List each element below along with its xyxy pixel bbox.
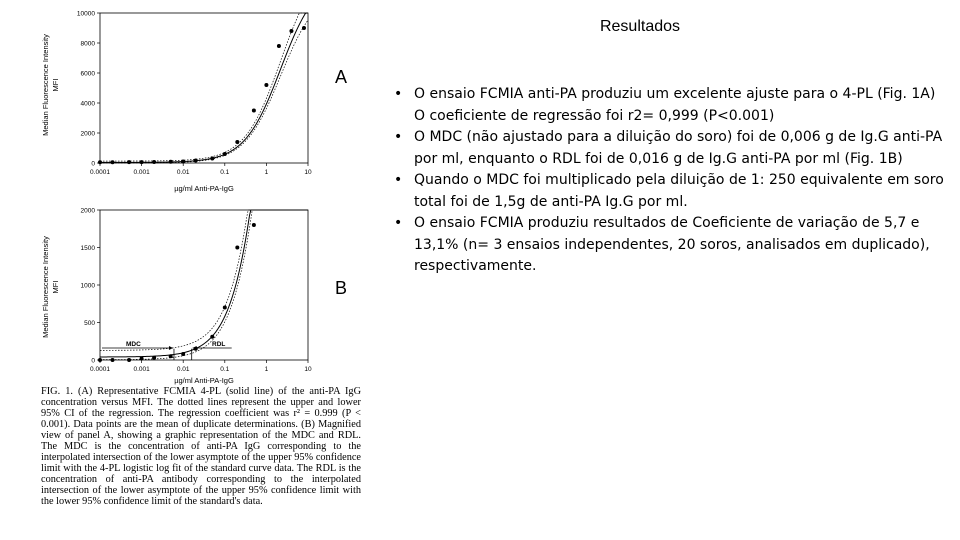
panel-a-y-tick-label: 10000 <box>76 10 95 18</box>
panel-a-data-point <box>111 160 115 164</box>
panel-a-data-point <box>98 160 102 164</box>
panel-a-y-tick-label: 0 <box>91 160 95 168</box>
panel-b-ylabel-line1: Median Fluorescence Intensity <box>41 236 50 338</box>
panel-a-lower-ci-line <box>100 20 308 163</box>
panel-b-x-tick-label: 0.1 <box>220 366 230 373</box>
panel-b-mdc-arrowhead <box>169 346 173 350</box>
panel-a-data-point <box>152 160 156 164</box>
figure-caption: FIG. 1. (A) Representative FCMIA 4-PL (solid line) of the anti-PA IgG concentration versus MFI. The dotted lines represent the upper and lower 95% CI of the regression. The regression coefficient was r² = 0.999 (P < 0.001). Data points are the mean of duplicate determinations. (B) Magnified view of panel A, showing a graphic representation of the MDC and RDL. The MDC is the concentration of anti-PA IgG corresponding to the interpolated intersection of the lower asymptote of the upper 95% confidence limit with the 4-PL logistic log fit of the standard curve data. The RDL is the concentration of anti-PA antibody corresponding to the interpolated intersection of the lower asymptote of the upper 95% confidence limit with the lower 95% confidence limit of the standard's data. <box>41 386 361 507</box>
bullet-text: O ensaio FCMIA produziu resultados de Coeficiente de variação de 5,7 e 13,1% (n= 3 ensaios independentes, 20 soros, analisados em duplicado), respectivamente. <box>414 215 930 274</box>
panel-a-data-point <box>194 158 198 162</box>
chart-panel-b <box>41 207 312 385</box>
panel-a-data-point <box>302 26 306 30</box>
panel-b-fit-line <box>100 210 308 357</box>
bullet-item <box>392 213 944 278</box>
panel-b-data-point <box>252 223 256 227</box>
rdl-label: RDL <box>212 341 226 348</box>
panel-b-x-tick-label: 0.01 <box>176 366 190 373</box>
panel-a-y-tick-label: 2000 <box>80 130 95 138</box>
panel-a-x-tick-label: 1 <box>264 169 269 176</box>
panel-b-x-tick-label: 0.001 <box>133 366 150 373</box>
panel-a-ylabel-line1: Median Fluorescence Intensity <box>41 34 50 136</box>
panel-a-axes-frame <box>100 13 308 163</box>
panel-a-ylabel-line2: MFI <box>51 78 60 92</box>
panel-a-x-tick-label: 0.1 <box>220 169 230 176</box>
panel-a-data-point <box>289 29 293 33</box>
panel-a-data-point <box>252 109 256 113</box>
mdc-label: MDC <box>126 341 141 348</box>
bullet-item <box>392 127 944 170</box>
panel-b-data-point <box>152 356 156 360</box>
panel-b-data-point <box>140 357 144 361</box>
figure-1-charts <box>40 5 370 385</box>
panel-b-y-tick-label: 0 <box>91 357 95 365</box>
panel-b-y-tick-label: 1000 <box>80 282 95 290</box>
bullet-glyph: • <box>394 129 403 145</box>
panel-a-data-point <box>181 160 185 164</box>
panel-label-a: A <box>335 67 348 87</box>
panel-b-lower-ci-line <box>100 210 308 360</box>
panel-a-data-point <box>210 157 214 161</box>
bullet-glyph: • <box>394 215 403 231</box>
panel-a-data-point <box>140 160 144 164</box>
panel-b-data-point <box>181 352 185 356</box>
results-bullet-list <box>392 84 944 278</box>
panel-b-xlabel: µg/ml Anti-PA-IgG <box>174 376 234 385</box>
panel-b-data-point <box>98 358 102 362</box>
panel-a-xlabel: µg/ml Anti-PA-IgG <box>174 184 234 193</box>
panel-a-y-tick-label: 6000 <box>80 70 95 78</box>
bullet-text: O MDC (não ajustado para a diluição do soro) foi de 0,006 g de Ig.G anti-PA por ml, enquanto o RDL foi de 0,016 g de Ig.G anti-PA por ml (Fig. 1B) <box>414 129 943 167</box>
panel-a-y-tick-label: 8000 <box>80 40 95 48</box>
panel-a-fit-line <box>100 13 308 162</box>
panel-b-data-point <box>223 306 227 310</box>
panel-b-data-point <box>235 246 239 250</box>
panel-a-data-point <box>127 160 131 164</box>
panel-b-x-tick-label: 10 <box>304 366 312 373</box>
bullet-item <box>392 84 944 127</box>
bullet-text: Quando o MDC foi multiplicado pela diluição de 1: 250 equivalente em soro total foi de 1,5g de anti-PA Ig.G por ml. <box>414 172 944 210</box>
panel-a-data-point <box>169 160 173 164</box>
panel-a-data-point <box>264 83 268 87</box>
panel-label-b: B <box>335 278 348 298</box>
panel-b-x-tick-label: 0.0001 <box>90 366 110 373</box>
bullet-text: O ensaio FCMIA anti-PA produziu um excelente ajuste para o 4-PL (Fig. 1A) O coeficiente de regressão foi r2= 0,999 (P<0.001) <box>414 86 936 124</box>
panel-b-y-tick-label: 500 <box>84 319 95 327</box>
panel-b-y-tick-label: 1500 <box>80 244 95 252</box>
slide-title: Resultados <box>599 18 681 35</box>
panel-b-data-point <box>127 358 131 362</box>
panel-a-data-point <box>235 140 239 144</box>
panel-a-upper-ci-line <box>100 13 308 161</box>
panel-b-data-point <box>210 335 214 339</box>
panel-a-y-tick-label: 4000 <box>80 100 95 108</box>
panel-b-ylabel-line2: MFI <box>51 280 60 294</box>
chart-panel-a <box>41 10 312 193</box>
bullet-glyph: • <box>394 86 403 102</box>
panel-a-data-point <box>277 44 281 48</box>
bullet-glyph: • <box>394 172 403 188</box>
bullet-item <box>392 170 944 213</box>
panel-a-data-point <box>223 152 227 156</box>
panel-a-x-tick-label: 0.0001 <box>90 169 110 176</box>
panel-b-x-tick-label: 1 <box>264 366 269 373</box>
panel-a-x-tick-label: 0.001 <box>133 169 150 176</box>
panel-a-x-tick-label: 0.01 <box>176 169 190 176</box>
panel-b-upper-ci-line <box>100 210 308 350</box>
panel-b-data-point <box>111 358 115 362</box>
panel-a-x-tick-label: 10 <box>304 169 312 176</box>
panel-b-axes-frame <box>100 210 308 360</box>
panel-b-y-tick-label: 2000 <box>80 207 95 215</box>
panel-b-data-point <box>169 354 173 358</box>
